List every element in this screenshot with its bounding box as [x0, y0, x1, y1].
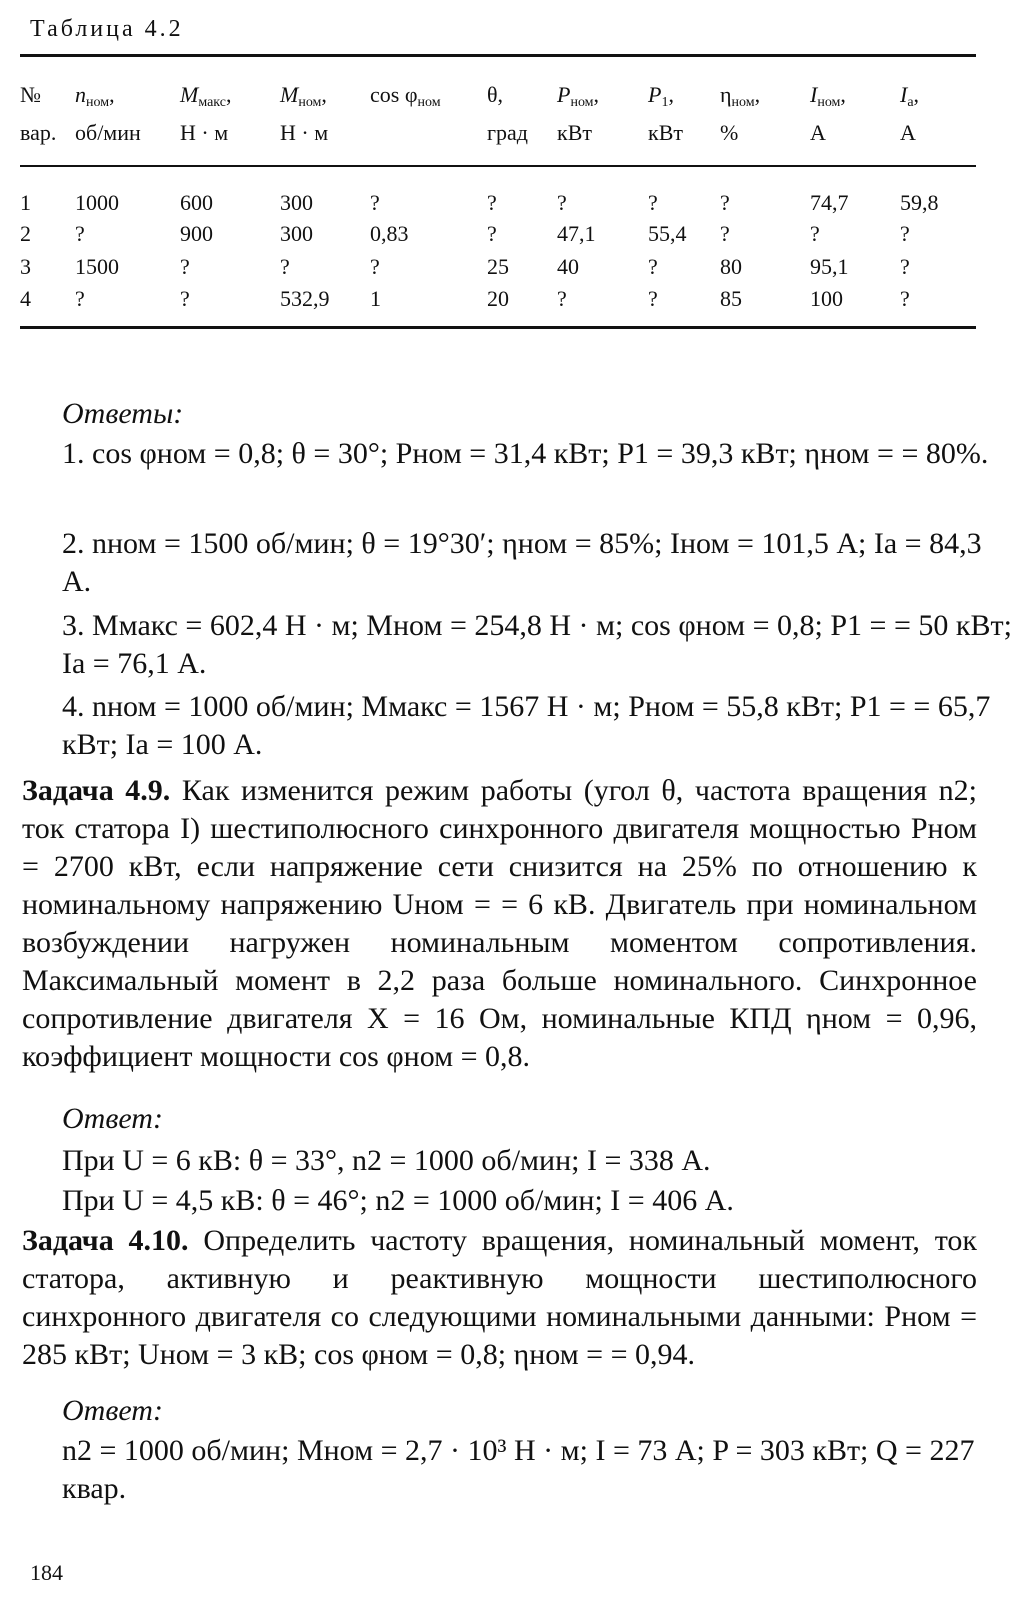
table-cell: ?: [648, 254, 658, 279]
header-unit: град: [487, 120, 528, 145]
answer-3: 3. Mмакс = 602,4 Н · м; Mном = 254,8 Н · м; cos φном = 0,8; P1 = = 50 кВт; Ia = 76,1 А.: [62, 609, 1012, 680]
header-cell: $n_{ном}$,: [75, 82, 115, 110]
table-cell: 532,9: [280, 286, 330, 311]
header-unit: об/мин: [75, 120, 141, 145]
table-cell: 55,4: [648, 221, 687, 246]
answer-1: 1. cos φном = 0,8; θ = 30°; Pном = 31,4 кВт; P1 = 39,3 кВт; ηном = = 80%.: [62, 437, 989, 470]
header-unit: А: [810, 120, 826, 145]
table-bottom-rule: [20, 326, 976, 329]
table-cell: 1: [370, 286, 381, 311]
table-cell: ?: [900, 221, 910, 246]
table-cell: ?: [648, 190, 658, 215]
answer-4-9-line-2: При U = 4,5 кВ: θ = 46°; n2 = 1000 об/мин; I = 406 А.: [62, 1184, 734, 1217]
table-cell: ?: [487, 190, 497, 215]
page-number: 184: [30, 1560, 63, 1585]
table-cell: ?: [75, 286, 85, 311]
answer-4: 4. nном = 1000 об/мин; Mмакс = 1567 Н · м; Pном = 55,8 кВт; P1 = = 65,7 кВт; Ia = 100 А.: [62, 690, 991, 761]
table-cell: 74,7: [810, 190, 849, 215]
table-cell: ?: [370, 254, 380, 279]
header-cell: $I_a$,: [900, 82, 920, 110]
header-unit: кВт: [557, 120, 592, 145]
header-cell: $P_{ном}$,: [557, 82, 600, 110]
table-caption: Таблица 4.2: [30, 16, 184, 42]
header-unit: вар.: [20, 120, 57, 145]
answer-2: 2. nном = 1500 об/мин; θ = 19°30′; ηном = 85%; Iном = 101,5 А; Ia = 84,3 А.: [62, 527, 982, 598]
header-cell: $\eta_{ном}$,: [720, 82, 761, 110]
header-unit: А: [900, 120, 916, 145]
table-cell: ?: [487, 221, 497, 246]
task-4-10-label: Задача 4.10.: [22, 1224, 189, 1257]
answer-4-10-text: n2 = 1000 об/мин; Mном = 2,7 · 10³ Н · м; I = 73 А; P = 303 кВт; Q = 227 квар.: [62, 1434, 975, 1505]
task-4-9-label: Задача 4.9.: [22, 774, 171, 807]
header-cell: $M_{ном}$,: [280, 82, 327, 110]
table-cell: 2: [20, 221, 31, 246]
answers-title: Ответы:: [62, 397, 184, 430]
table-cell: 95,1: [810, 254, 849, 279]
table-cell: ?: [75, 221, 85, 246]
header-cell: №: [20, 82, 41, 107]
table-cell: 80: [720, 254, 742, 279]
table-cell: ?: [810, 221, 820, 246]
table-cell: ?: [900, 254, 910, 279]
table-cell: 20: [487, 286, 509, 311]
header-cell: $I_{ном}$,: [810, 82, 846, 110]
header-cell: $P_1$,: [648, 82, 674, 110]
table-cell: ?: [648, 286, 658, 311]
table-cell: 600: [180, 190, 213, 215]
table-cell: ?: [280, 254, 290, 279]
table-top-rule: [20, 54, 976, 57]
header-unit: Н · м: [180, 120, 229, 145]
task-4-10: [22, 1222, 977, 1374]
table-cell: 85: [720, 286, 742, 311]
header-unit: Н · м: [280, 120, 329, 145]
table-cell: 1: [20, 190, 31, 215]
table-header-rule: [20, 165, 976, 167]
table-cell: ?: [370, 190, 380, 215]
answer-4-9-line-1: При U = 6 кВ: θ = 33°, n2 = 1000 об/мин; I = 338 А.: [62, 1144, 711, 1177]
header-cell: $M_{макс}$,: [180, 82, 232, 110]
table-cell: ?: [180, 286, 190, 311]
answer-4-9-title: Ответ:: [62, 1102, 163, 1135]
table-cell: ?: [180, 254, 190, 279]
table-cell: 47,1: [557, 221, 596, 246]
table-cell: 300: [280, 221, 313, 246]
header-unit: %: [720, 120, 739, 145]
table-cell: 300: [280, 190, 313, 215]
table-cell: ?: [720, 190, 730, 215]
header-unit: кВт: [648, 120, 683, 145]
table-cell: 900: [180, 221, 213, 246]
table-cell: 3: [20, 254, 31, 279]
table-cell: 4: [20, 286, 31, 311]
table-cell: ?: [720, 221, 730, 246]
table-cell: 1000: [75, 190, 119, 215]
table-cell: 59,8: [900, 190, 939, 215]
table-cell: 40: [557, 254, 579, 279]
answer-4-10-title: Ответ:: [62, 1394, 163, 1427]
table-cell: ?: [900, 286, 910, 311]
task-4-9: [22, 772, 977, 1076]
header-cell: θ,: [487, 82, 504, 107]
table-cell: 0,83: [370, 221, 409, 246]
table-cell: ?: [557, 190, 567, 215]
task-4-10-text: Определить частоту вращения, номинальный момент, ток статора, активную и реактивную мощности шестиполюсного синхронного двигателя со следующими номинальными данными: Pном = 285 кВт; Uном = 3 кВ; cos φном = 0,8; ηном = = 0,94.: [22, 1224, 977, 1371]
table-cell: 25: [487, 254, 509, 279]
table-cell: 1500: [75, 254, 119, 279]
task-4-9-text: Как изменится режим работы (угол θ, частота вращения n2; ток статора I) шестиполюсного синхронного двигателя мощностью Pном = 2700 кВт, если напряжение сети снизится на 25% по отношению к номинальному напряжению Uном = = 6 кВ. Двигатель при номинальном возбуждении нагружен номинальным моментом сопротивления. Максимальный момент в 2,2 раза больше номинального. Синхронное сопротивление двигателя X = 16 Ом, номинальные КПД ηном = 0,96, коэффициент мощности cos φном = 0,8.: [22, 774, 977, 1073]
table-cell: ?: [557, 286, 567, 311]
header-cell: $\cos \varphi_{ном}$: [370, 82, 441, 110]
table-cell: 100: [810, 286, 843, 311]
